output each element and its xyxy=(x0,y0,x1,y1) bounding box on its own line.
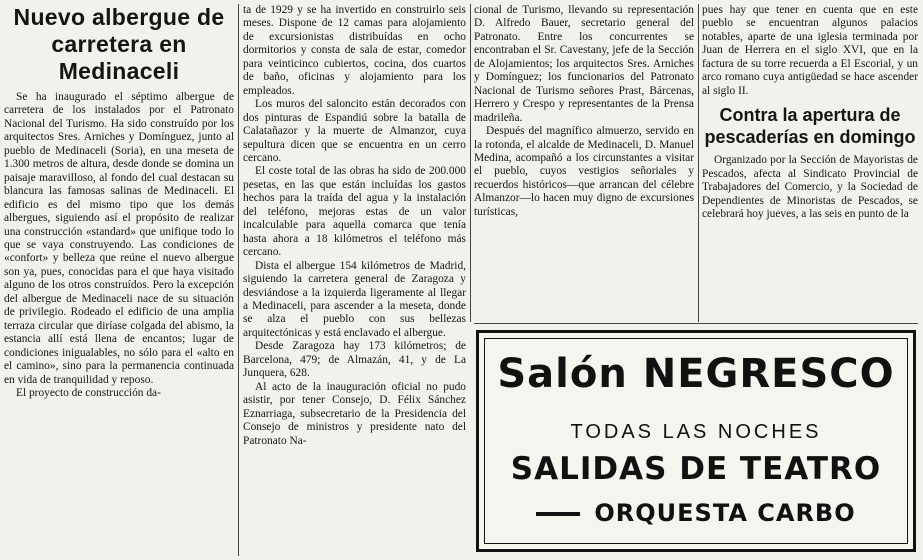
article1-paragraph: Se ha inaugurado el séptimo albergue de carretera de los instalados por el Patronato Nacional del Turismo. Ha sido construído por los arquitectos Sres. Arniches y Domínguez, junto al pueblo de Medinaceli (Soria), en una meseta de 1.300 metros de altura, desde donde se domina un paisaje maravilloso, al fondo del cual destacan su blancura las famosas salinas de Medinaceli. El edificio es del mismo tipo que los demás albergues, siguiendo así el propósito de realizar una construcción «standard» que unifique todo lo que se vaya construyendo. Las condiciones de «confort» y belleza que reúne el nuevo albergue son ya, pues, conocidas para el que haya visitado alguno de los otros construídos. Pero la excepción del albergue de Medinaceli nace de su situación de privilegio. Rodeado el edificio de una amplia terraza circular que diríase colgada del abismo, la estancia allí está llena de encantos; lugar de condiciones inigualables, no sólo para el «alto en el camino», sino para la permanencia continuada en vida de tranquilidad y reposo. xyxy=(4,91,234,386)
ad-orchestra-line xyxy=(479,499,913,527)
ad-title: Salón NEGRESCO xyxy=(497,351,895,397)
article1-paragraph: El coste total de las obras ha sido de 200.000 pesetas, en las que están incluídas los gastos hechos para la traída del agua y la instalación del teléfono, mejoras estas de un valor incalculable para aquella comarca que tenía hasta ahora a 18 kilómetros el teléfono más cercano. xyxy=(243,165,466,259)
article2-headline: Contra la apertura de pescaderías en domingo xyxy=(704,105,916,148)
dash-ornament xyxy=(536,512,580,516)
column-divider xyxy=(470,4,471,322)
article1-paragraph: Desde Zaragoza hay 173 kilómetros; de Barcelona, 479; de Almazán, 41, y de La Junquera, 628. xyxy=(243,340,466,380)
ad-subtitle: TODAS LAS NOCHES xyxy=(570,421,822,443)
article1-column-1 xyxy=(4,4,234,556)
article1-paragraph: Dista el albergue 154 kilómetros de Madrid, siguiendo la carretera general de Zaragoza y desviándose a la izquierda ligeramente al llegar a Medinaceli, para ascender a la meseta, donde se alza el pueblo con sus bellezas arquitectónicas y está enclavado el albergue. xyxy=(243,259,466,339)
article1-paragraph: Los muros del saloncito están decorados con dos pinturas de Espandiú sobre la batalla de Calatañazor y la muerte de Almanzor, cuya sepultura dicen que se encuentra en un cerro cercano. xyxy=(243,98,466,164)
article1-paragraph: pues hay que tener en cuenta que en este pueblo se encuentran algunos palacios notables, aparte de una iglesia terminada por Juan de Herrera en el siglo XVI, que en la factura de su torre recuerda a El Escorial, y un arco romano cuya antigüedad se hace ascender al siglo II. xyxy=(702,4,918,97)
column-divider xyxy=(238,4,239,556)
ad-orchestra-text: ORQUESTA CARBO xyxy=(594,499,856,527)
section-divider xyxy=(474,323,918,324)
article1-headline: Nuevo albergue de carretera en Medinaceli xyxy=(13,4,225,84)
article1-paragraph: Después del magnífico almuerzo, servido en la rotonda, el alcalde de Medinaceli, D. Manuel Medina, acompañó a los circunstantes a visitar el pueblo, cuyos vestigios señoriales y recuerdos históricos—que arrancan del célebre Almanzor—lo hacen muy digno de excursiones turísticas, xyxy=(474,125,694,218)
article2-paragraph: Organizado por la Sección de Mayoristas de Pescados, afecta al Sindicato Provincial de Trabajadores del Comercio, y la Sociedad de Dependientes de Minoristas de Pescados, se celebrará hoy jueves, a las seis en punto de la xyxy=(702,154,918,220)
negresco-advertisement xyxy=(476,330,916,552)
ad-main-line: SALIDAS DE TEATRO xyxy=(510,451,882,487)
article1-paragraph: Al acto de la inauguración oficial no pudo asistir, por tener Consejo, D. Félix Sánchez Eznarriaga, subsecretario de la Presidencia del Consejo de ministros y presidente nato del Patronato Na- xyxy=(243,380,466,447)
article1-column-3 xyxy=(474,4,694,322)
column-divider xyxy=(698,4,699,322)
article1-paragraph: ta de 1929 y se ha invertido en construirlo seis meses. Dispone de 12 camas para alojamiento de excursionistas distribuídas en ocho dormitorios y consta de sala de estar, comedor para veinticinco cubiertos, cocina, dos cuartos de baño, oficinas y alojamiento para los empleados. xyxy=(243,4,466,97)
article1-paragraph: cional de Turismo, llevando su representación D. Alfredo Bauer, secretario general del Patronato. Entre los concurrentes se encontraban el Sr. Cavestany, jefe de la Sección de Alojamientos; los arquitectos Sres. Arniches y Domínguez; los funcionarios del Patronato Nacional de Turismo señores Prast, Bárcenas, Herrero y Crespo y representantes de la Prensa madrileña. xyxy=(474,4,694,124)
article1-paragraph: El proyecto de construcción da- xyxy=(16,386,161,399)
article1-column-2 xyxy=(243,4,466,556)
article1-column-4 xyxy=(702,4,918,322)
